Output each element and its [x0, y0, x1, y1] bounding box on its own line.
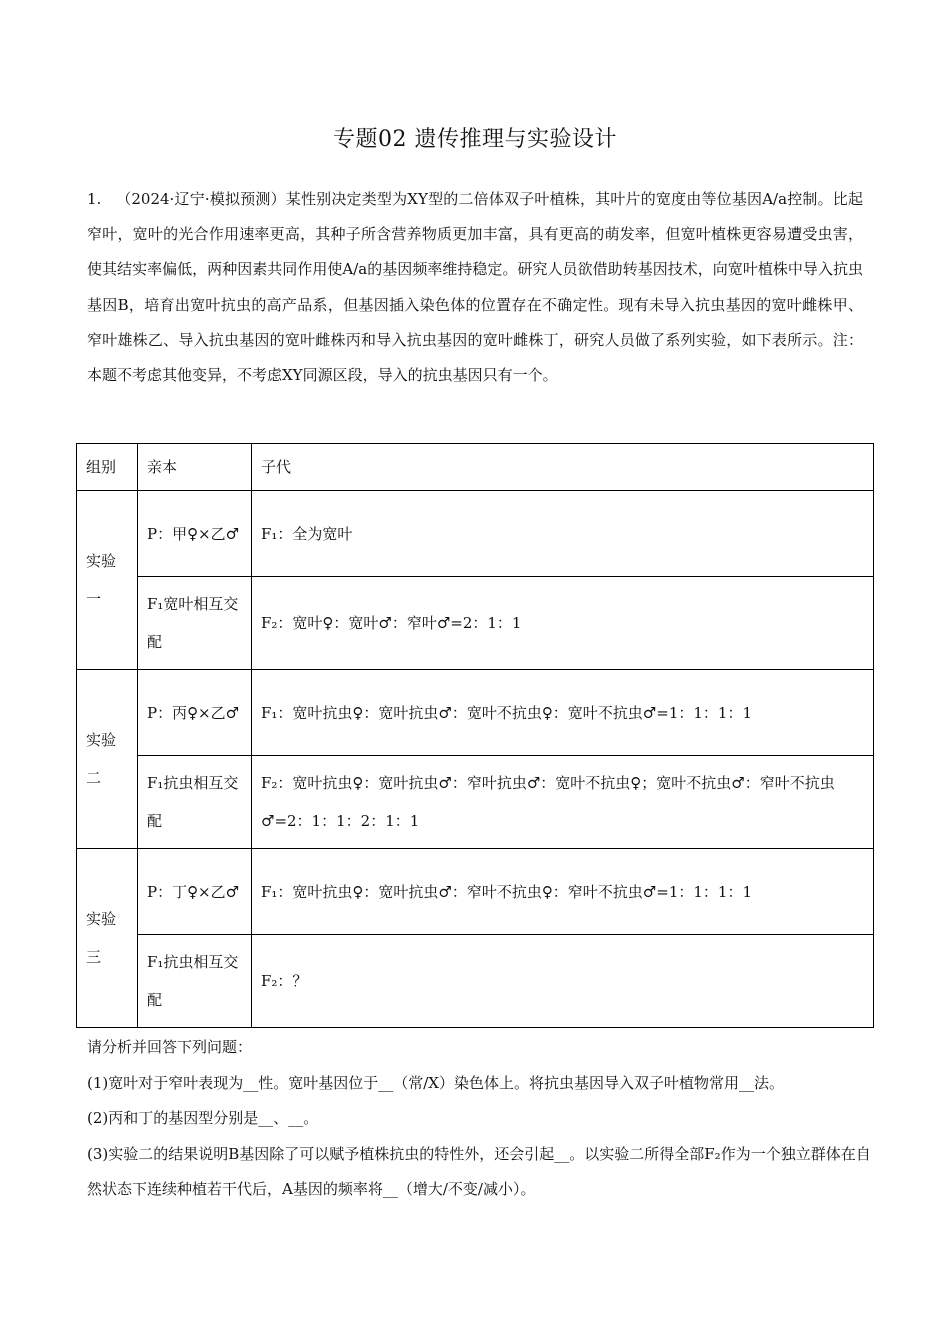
- offspring-cell: F₂：宽叶♀：宽叶♂：窄叶♂=2：1：1: [252, 577, 874, 670]
- offspring-cell: F₁：宽叶抗虫♀：宽叶抗虫♂：宽叶不抗虫♀：宽叶不抗虫♂=1：1：1：1: [252, 670, 874, 756]
- offspring-cell: F₂：？: [252, 935, 874, 1028]
- group-name: 实验三: [77, 849, 138, 1028]
- offspring-cell: F₁：宽叶抗虫♀：宽叶抗虫♂：窄叶不抗虫♀：窄叶不抗虫♂=1：1：1：1: [252, 849, 874, 935]
- page-title: 专题02 遗传推理与实验设计: [333, 127, 617, 152]
- parent-cell: F₁抗虫相互交配: [138, 756, 252, 849]
- parent-cell: P：甲♀×乙♂: [138, 491, 252, 577]
- question-source: （2024·辽宁·模拟预测）: [116, 190, 286, 208]
- parent-cell: P：丙♀×乙♂: [138, 670, 252, 756]
- questions-block: [87, 1030, 877, 1208]
- question-stem: [87, 182, 863, 393]
- group-name: 实验二: [77, 670, 138, 849]
- question-number: 1.: [87, 190, 102, 208]
- table-row: [77, 935, 874, 1028]
- header-offspring: 子代: [252, 444, 874, 491]
- table-row: [77, 577, 874, 670]
- question-text: 某性别决定类型为XY型的二倍体双子叶植株，其叶片的宽度由等位基因A/a控制。比起窄叶，宽叶的光合作用速率更高，其种子所含营养物质更加丰富，具有更高的萌发率，但宽叶植株更容易遭受虫害，使其结实率偏低，两种因素共同作用使A/a的基因频率维持稳定。研究人员欲借助转基因技术，向宽叶植株中导入抗虫基因B，培育出宽叶抗虫的高产品系，但基因插入染色体的位置存在不确定性。现有未导入抗虫基因的宽叶雌株甲、窄叶雄株乙、导入抗虫基因的宽叶雌株丙和导入抗虫基因的宽叶雌株丁，研究人员做了系列实验，如下表所示。注：本题不考虑其他变异，不考虑XY同源区段，导入的抗虫基因只有一个。: [87, 190, 863, 385]
- parent-cell: F₁抗虫相互交配: [138, 935, 252, 1028]
- subquestion-2: (2)丙和丁的基因型分别是__、__。: [87, 1109, 319, 1127]
- experiment-table: [76, 443, 874, 1028]
- header-parent: 亲本: [138, 444, 252, 491]
- subquestion-3: (3)实验二的结果说明B基因除了可以赋予植株抗虫的特性外，还会引起__。以实验二所得全部F₂作为一个独立群体在自然状态下连续种植若干代后，A基因的频率将__（增大/不变/减小）。: [87, 1144, 871, 1198]
- table-row: [77, 756, 874, 849]
- table-row: [77, 670, 874, 756]
- group-name: 实验一: [77, 491, 138, 670]
- subquestion-1: (1)宽叶对于窄叶表现为__性。宽叶基因位于__（常/X）染色体上。将抗虫基因导入双子叶植物常用__法。: [87, 1073, 784, 1092]
- parent-cell: F₁宽叶相互交配: [138, 577, 252, 670]
- parent-cell: P：丁♀×乙♂: [138, 849, 252, 935]
- header-group: 组别: [77, 444, 138, 491]
- offspring-cell: F₁：全为宽叶: [252, 491, 874, 577]
- table-header-row: [77, 444, 874, 491]
- table-row: [77, 491, 874, 577]
- offspring-cell: F₂：宽叶抗虫♀：宽叶抗虫♂：窄叶抗虫♂：宽叶不抗虫♀；宽叶不抗虫♂：窄叶不抗虫♂=2：1：1：2：1：1: [252, 756, 874, 849]
- table-row: [77, 849, 874, 935]
- analysis-prompt: 请分析并回答下列问题：: [87, 1038, 253, 1056]
